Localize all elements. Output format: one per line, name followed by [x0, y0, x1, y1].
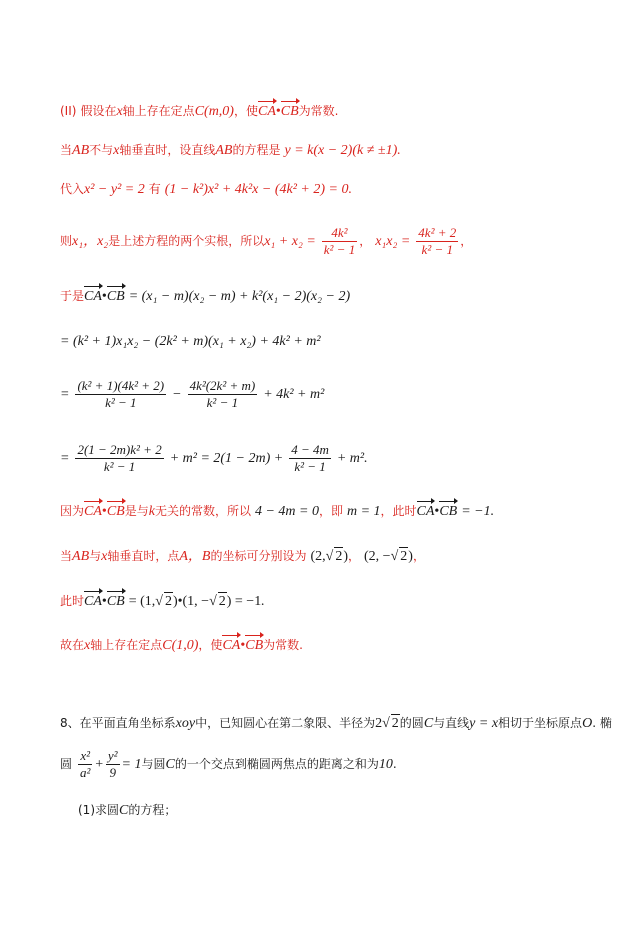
text: 轴上存在定点	[90, 638, 163, 652]
denominator: k² − 1	[294, 459, 326, 474]
math-c: C	[165, 757, 175, 772]
problem-8-statement-line2	[60, 748, 397, 781]
text: 求圆	[95, 803, 120, 817]
sqrt-symbol: √	[390, 549, 399, 564]
radicand: 2	[335, 549, 343, 564]
sqrt-symbol: √	[209, 594, 217, 609]
math-c: C	[423, 716, 434, 731]
text: 圆	[60, 757, 73, 771]
vector-cb: CB	[106, 289, 125, 304]
ellipse-term-y	[106, 748, 120, 781]
expr-part: = (1,	[128, 594, 156, 609]
text: 代入	[60, 182, 85, 196]
fraction-term2	[289, 442, 331, 475]
fraction-sum	[322, 225, 357, 258]
middle-terms: + m² = 2(1 − 2m) +	[169, 451, 284, 466]
text: 无关的常数，所以	[154, 504, 251, 518]
text: 有	[148, 182, 161, 196]
vector-ca: CA	[416, 504, 435, 519]
text: ，即	[318, 504, 343, 518]
vector-cb: CB	[245, 638, 264, 653]
text: 是上述方程的两个实根，所以	[108, 234, 265, 248]
text: 是与	[124, 504, 149, 518]
dot-operator: •	[240, 638, 246, 653]
math-x: x	[101, 549, 108, 564]
period: .	[490, 504, 495, 519]
text: 相切于坐标原点	[498, 716, 583, 730]
line-equation: y = k(x − 2)(k ≠ ±1)	[284, 143, 398, 158]
text: 假设在	[80, 104, 117, 118]
point-a-coords	[310, 549, 348, 564]
text: 则	[60, 234, 73, 248]
math-k: k	[148, 504, 155, 519]
separator: ，	[348, 549, 361, 563]
line-equation: y = x	[469, 716, 499, 731]
problem-8-subquestion-1	[78, 801, 176, 820]
separator: ，	[460, 234, 473, 248]
text: 不与	[89, 143, 114, 157]
text: ，使	[198, 638, 223, 652]
vector-cb: CB	[439, 504, 458, 519]
dot-operator: •	[101, 594, 107, 609]
radius-value	[375, 716, 400, 731]
solution-line-vieta	[60, 225, 472, 258]
solution-line-expand	[60, 332, 321, 351]
vector-cb: CB	[106, 504, 125, 519]
numerator: x²	[78, 748, 92, 765]
period: .	[348, 182, 352, 197]
text: ，使	[233, 104, 258, 118]
radicand: 2	[400, 549, 408, 564]
solution-line-simplify	[60, 442, 368, 475]
subquestion-label: (1)	[78, 803, 95, 817]
vector-ca: CA	[84, 289, 102, 304]
solution-line-constant	[60, 502, 494, 521]
numerator: 2(1 − 2m)k² + 2	[77, 442, 162, 457]
text: 当	[60, 549, 73, 563]
text: 此时	[60, 594, 85, 608]
text: 轴垂直时，点	[107, 549, 180, 563]
period: .	[397, 143, 401, 158]
condition-equation: 4 − 4m = 0	[254, 504, 319, 519]
period: .	[364, 451, 368, 466]
m-value: m = 1	[346, 504, 381, 519]
part-label: (II)	[60, 104, 77, 118]
text: 的方程是	[232, 143, 281, 157]
math-x: x	[84, 638, 91, 653]
coord-open: (2,	[310, 549, 326, 564]
sum-of-roots: x₁ + x₂ =	[264, 234, 316, 249]
text: 的坐标可分别设为	[210, 549, 307, 563]
math-ab: AB	[72, 549, 90, 564]
vector-ca: CA	[222, 638, 241, 653]
denominator: 9	[109, 765, 116, 780]
vector-ca: CA	[257, 104, 276, 119]
text: .	[392, 757, 397, 771]
text: 于是	[60, 289, 85, 303]
expanded-expression: = (k² + 1)x₁x₂ − (2k² + m)(x₁ + x₂) + 4k² + m²	[60, 334, 321, 349]
denominator: a²	[80, 765, 91, 780]
equals-one: = 1	[121, 757, 142, 772]
coefficient: 2	[375, 716, 383, 731]
vector-product	[84, 504, 125, 519]
text: 当	[60, 143, 73, 157]
remaining-terms: + m²	[336, 451, 365, 466]
numerator: y²	[107, 748, 118, 763]
sqrt-symbol: √	[155, 594, 163, 609]
denominator: k² − 1	[105, 395, 137, 410]
text: 的方程；	[128, 803, 177, 817]
fraction-term2	[188, 378, 258, 411]
solution-part-ii-line	[60, 102, 339, 121]
numerator: 4k² + 2	[418, 225, 457, 240]
point-b-coords	[364, 549, 413, 564]
math-o: O	[582, 716, 593, 731]
solution-line-dot-product	[60, 287, 350, 306]
equals: =	[60, 387, 70, 402]
roots-x1-x2: x₁，x₂	[72, 234, 109, 249]
dot-operator: •	[101, 289, 107, 304]
vector-product	[222, 638, 263, 653]
text: 为常数.	[298, 104, 339, 118]
quadratic-equation: (1 − k²)x² + 4k²x − (4k² + 2) = 0	[164, 182, 349, 197]
expr-part: )•(1, −	[172, 594, 210, 609]
math-ab: AB	[215, 143, 233, 158]
text: 与直线	[433, 716, 470, 730]
distance-sum: 10	[378, 757, 393, 772]
radicand: 2	[218, 594, 226, 609]
text: 故在	[60, 638, 85, 652]
solution-line-substitute	[60, 180, 352, 199]
radicand: 2	[164, 594, 172, 609]
denominator: k² − 1	[323, 242, 356, 257]
solution-line-substitute-vieta	[60, 378, 324, 411]
separator: ，	[359, 234, 372, 248]
product-of-roots: x₁x₂ =	[375, 234, 411, 249]
text: 与	[89, 549, 102, 563]
sqrt-symbol: √	[325, 549, 334, 564]
denominator: k² − 1	[103, 459, 136, 474]
math-ab: AB	[72, 143, 90, 158]
math-x: x	[113, 143, 120, 158]
numerator: 4 − 4m	[291, 442, 329, 457]
coord-close: )	[343, 549, 349, 564]
plus: +	[94, 757, 104, 772]
text: 轴上存在定点	[122, 104, 195, 118]
coord-open: (2, −	[364, 549, 391, 564]
solution-line-perpendicular	[60, 547, 425, 566]
coord-close: )	[408, 549, 413, 564]
denominator: k² − 1	[206, 395, 239, 410]
math-point-c: C(m,0)	[194, 104, 234, 119]
separator: ，	[412, 549, 425, 563]
vector-ca: CA	[84, 504, 102, 519]
numerator: 4k²(2k² + m)	[189, 378, 256, 393]
numerator: 4k²	[322, 225, 357, 242]
problem-8-statement-line1	[60, 714, 612, 733]
solution-conclusion	[60, 636, 303, 655]
dot-operator: •	[275, 104, 281, 119]
text: 的圆	[399, 716, 424, 730]
denominator: k² − 1	[421, 242, 453, 257]
text: 中，已知圆心在第二象限、半径为	[195, 716, 376, 730]
dot-operator: •	[101, 504, 107, 519]
dot-product-expansion: = (x₁ − m)(x₂ − m) + k²(x₁ − 2)(x₂ − 2)	[128, 289, 351, 304]
math-point-c: C(1,0)	[162, 638, 199, 653]
vector-product	[417, 504, 458, 519]
text: 与圆	[141, 757, 166, 771]
result-value: = −1	[461, 504, 491, 519]
vector-product	[84, 289, 125, 304]
numerator: (k² + 1)(4k² + 2)	[77, 378, 165, 393]
solution-line-ab-not-perpendicular	[60, 141, 401, 160]
minus: −	[172, 387, 182, 402]
dot-product-evaluation	[129, 594, 262, 609]
math-c: C	[119, 803, 129, 818]
radicand: 2	[391, 716, 399, 731]
math-x: x	[116, 104, 123, 119]
equals: =	[60, 451, 70, 466]
vector-product	[84, 594, 125, 609]
text: . 椭	[592, 716, 612, 730]
hyperbola-equation: x² − y² = 2	[84, 182, 145, 197]
ellipse-term-x	[78, 748, 92, 781]
text: 在平面直角坐标系	[79, 716, 176, 730]
text: 轴垂直时，设直线	[119, 143, 216, 157]
text: 的一个交点到椭圆两焦点的距离之和为	[174, 757, 379, 771]
period: .	[261, 594, 265, 609]
dot-operator: •	[434, 504, 440, 519]
vector-ca: CA	[84, 594, 102, 609]
text: 因为	[60, 504, 85, 518]
points-a-b: A，B	[179, 549, 211, 564]
solution-line-perpendicular-result	[60, 592, 265, 611]
remaining-terms: + 4k² + m²	[263, 387, 325, 402]
math-xoy: xoy	[175, 716, 196, 731]
vector-cb: CB	[106, 594, 125, 609]
text: ，此时	[380, 504, 417, 518]
fraction-term1	[75, 378, 166, 411]
text: 为常数.	[263, 638, 303, 652]
sqrt-symbol: √	[382, 716, 390, 731]
vector-product	[258, 104, 299, 119]
problem-number: 8、	[60, 716, 80, 730]
fraction-product	[416, 225, 458, 258]
expr-part: ) = −1	[226, 594, 262, 609]
vector-cb: CB	[280, 104, 299, 119]
fraction-term1	[75, 442, 163, 475]
